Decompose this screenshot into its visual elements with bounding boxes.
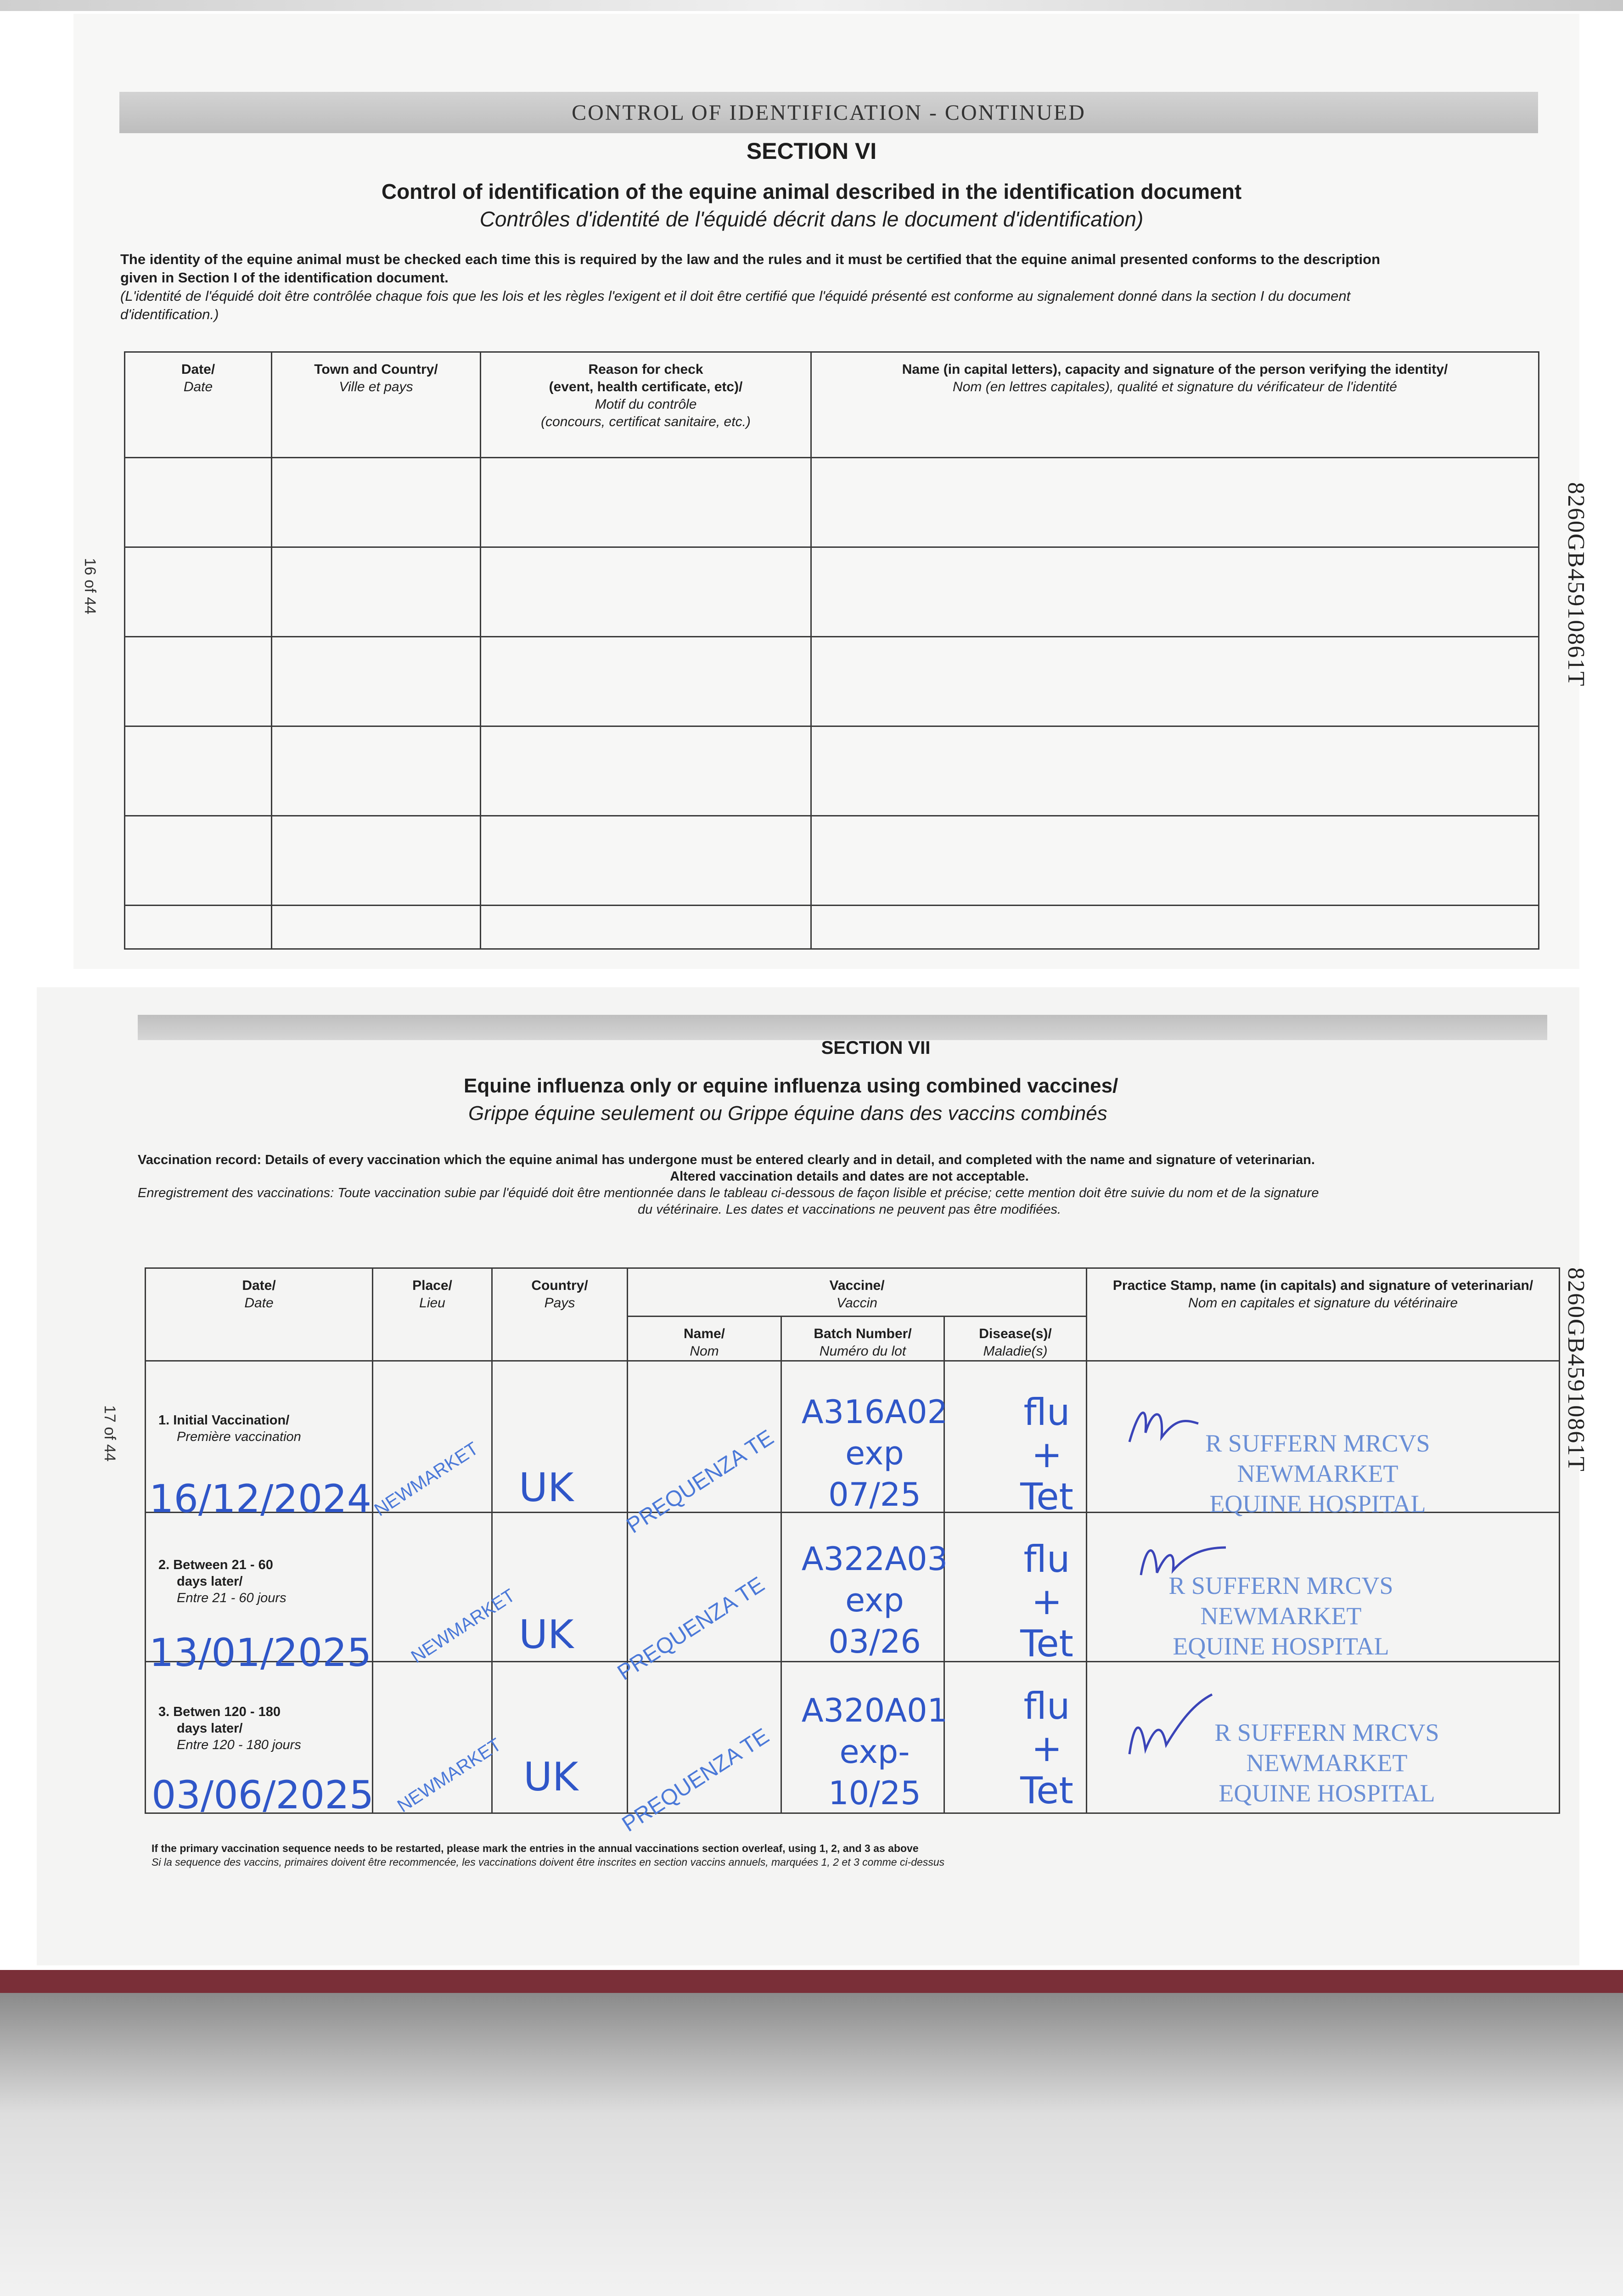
record-en-1: Vaccination record: Details of every vaccination which the equine animal has undergone must be entered clearly and in detail, and completed with the name and signature of veterinarian. bbox=[138, 1153, 1315, 1167]
vacc-header-1 bbox=[146, 1268, 1560, 1317]
col-town: Town and Country/ Ville et pays bbox=[272, 352, 481, 458]
row-2-practice-stamp: R SUFFERN MRCVS NEWMARKET EQUINE HOSPITAL bbox=[1168, 1572, 1393, 1660]
row-1-vaccine: PREQUENZA TE bbox=[622, 1425, 778, 1538]
row-2-date: 13/01/2025 bbox=[149, 1630, 372, 1675]
footnote-en: If the primary vaccination sequence needs to be restarted, please mark the entries in the annual vaccinations section overleaf, using 1, 2, and 3 as above bbox=[152, 1842, 919, 1854]
col-date: Date/ Date bbox=[125, 352, 272, 458]
identity-table-header bbox=[125, 352, 1539, 458]
identity-row bbox=[125, 547, 1539, 637]
row-3-date: 03/06/2025 bbox=[152, 1773, 374, 1818]
row-2-place: NEWMARKET bbox=[407, 1585, 519, 1667]
row-3-practice-stamp: R SUFFERN MRCVS NEWMARKET EQUINE HOSPITAL bbox=[1214, 1719, 1439, 1807]
intro-fr-2: d'identification.) bbox=[120, 306, 219, 322]
section-vii-banner bbox=[138, 1015, 1547, 1040]
identity-row bbox=[125, 458, 1539, 547]
row-2-vaccine: PREQUENZA TE bbox=[613, 1572, 769, 1685]
row-1-practice-stamp: R SUFFERN MRCVS NEWMARKET EQUINE HOSPITAL bbox=[1205, 1429, 1430, 1518]
restart-footnote bbox=[152, 1841, 1207, 1869]
intro-en-2: given in Section I of the identification document. bbox=[120, 270, 449, 286]
row-3-label: 3. Betwen 120 - 180 days later/ Entre 120 - 180 jours bbox=[158, 1705, 301, 1752]
identity-row bbox=[125, 906, 1539, 949]
col-vaccine-name: Name/ Nom bbox=[628, 1317, 781, 1361]
page-number-16: 16 of 44 bbox=[81, 558, 99, 614]
passport-cover-edge bbox=[0, 1970, 1623, 1993]
identity-row bbox=[125, 637, 1539, 726]
row-2-batch: A322A03 exp 03/26 bbox=[801, 1540, 948, 1660]
row-2-signature bbox=[1129, 1529, 1230, 1589]
row-1-country: UK bbox=[519, 1465, 574, 1511]
banner-title: CONTROL OF IDENTIFICATION - CONTINUED bbox=[572, 100, 1086, 125]
row-3-country: UK bbox=[523, 1754, 578, 1800]
section-vii-subtitle-fr: Grippe équine seulement ou Grippe équine dans des vaccins combinés bbox=[468, 1102, 1107, 1125]
page-number-17: 17 of 44 bbox=[101, 1405, 118, 1462]
section-vi-title: SECTION VI bbox=[746, 138, 877, 164]
row-1-signature bbox=[1120, 1391, 1212, 1460]
identity-row bbox=[125, 816, 1539, 906]
row-2-country: UK bbox=[519, 1612, 574, 1658]
col-disease: Disease(s)/ Maladie(s) bbox=[944, 1317, 1087, 1361]
row-3-place: NEWMARKET bbox=[393, 1734, 505, 1817]
col-place: Place/ Lieu bbox=[373, 1268, 492, 1361]
record-en-2: Altered vaccination details and dates are not acceptable. bbox=[670, 1169, 1029, 1184]
row-3-disease: flu + Tet bbox=[1020, 1685, 1073, 1812]
section-banner bbox=[119, 92, 1538, 133]
intro-en-1: The identity of the equine animal must be checked each time this is required by the law and the rules and it must be certified that the equine animal presented conforms to the description bbox=[120, 251, 1381, 267]
row-1-disease: flu + Tet bbox=[1020, 1391, 1073, 1518]
section-vi-intro bbox=[120, 250, 1521, 324]
row-3-batch: A320A01 exp- 10/25 bbox=[801, 1692, 948, 1812]
record-fr-1: Enregistrement des vaccinations: Toute vaccination subie par l'équidé doit être mentionnée dans le tableau ci-dessous de façon lisible et précise; cette mention doit être suivie du nom et de la signature bbox=[138, 1186, 1319, 1200]
side-code-bottom: 8260GB45910861T bbox=[1563, 1267, 1589, 1472]
footnote-fr: Si la sequence des vaccins, primaires doivent être recommencée, les vaccinations doivent être inscrites en section vaccins annuels, marquées 1, 2 et 3 comme ci-dessus bbox=[152, 1856, 945, 1868]
vaccination-record-intro bbox=[138, 1152, 1561, 1218]
scanner-background bbox=[0, 1993, 1623, 2296]
col-country: Country/ Pays bbox=[492, 1268, 628, 1361]
side-code-top: 8260GB45910861T bbox=[1563, 482, 1589, 687]
row-2-label: 2. Between 21 - 60 days later/ Entre 21 - 60 jours bbox=[158, 1558, 286, 1605]
col-reason: Reason for check (event, health certificate, etc)/ Motif du contrôle (concours, certificat sanitaire, etc.) bbox=[481, 352, 811, 458]
row-1-batch: A316A02 exp 07/25 bbox=[801, 1393, 948, 1514]
col-batch: Batch Number/ Numéro du lot bbox=[781, 1317, 944, 1361]
row-2-disease: flu + Tet bbox=[1020, 1538, 1073, 1665]
row-1-date: 16/12/2024 bbox=[149, 1476, 372, 1521]
identity-check-table bbox=[124, 351, 1539, 950]
col-date: Date/ Date bbox=[146, 1268, 373, 1361]
record-fr-2: du vétérinaire. Les dates et vaccinations ne peuvent pas être modifiées. bbox=[637, 1202, 1061, 1217]
row-1-place: NEWMARKET bbox=[371, 1438, 482, 1520]
section-vii-subtitle-en: Equine influenza only or equine influenza using combined vaccines/ bbox=[464, 1075, 1118, 1097]
col-vaccine: Vaccine/ Vaccin bbox=[628, 1268, 1087, 1317]
col-practice-stamp: Practice Stamp, name (in capitals) and signature of veterinarian/ Nom en capitales et signature du vétérinaire bbox=[1087, 1268, 1560, 1361]
intro-fr-1: (L'identité de l'équidé doit être contrôlée chaque fois que les lois et les règles l'exigent et il doit être certifié que l'équidé présenté est conforme au signalement donné dans la section I du document bbox=[120, 288, 1351, 304]
section-vi-subtitle-fr: Contrôles d'identité de l'équidé décrit dans le document d'identification) bbox=[479, 207, 1144, 231]
row-3-vaccine: PREQUENZA TE bbox=[618, 1723, 774, 1837]
identity-row bbox=[125, 726, 1539, 816]
row-1-label: 1. Initial Vaccination/ Première vaccination bbox=[158, 1413, 301, 1444]
section-vii-title: SECTION VII bbox=[821, 1038, 931, 1058]
scan-edge bbox=[0, 0, 1623, 11]
section-vi-subtitle-en: Control of identification of the equine animal described in the identification document bbox=[381, 180, 1242, 203]
row-3-signature bbox=[1120, 1690, 1221, 1768]
col-verifier: Name (in capital letters), capacity and signature of the person verifying the identity/ Nom (en lettres capitales), qualité et signature du vérificateur de l'identité bbox=[811, 352, 1539, 458]
